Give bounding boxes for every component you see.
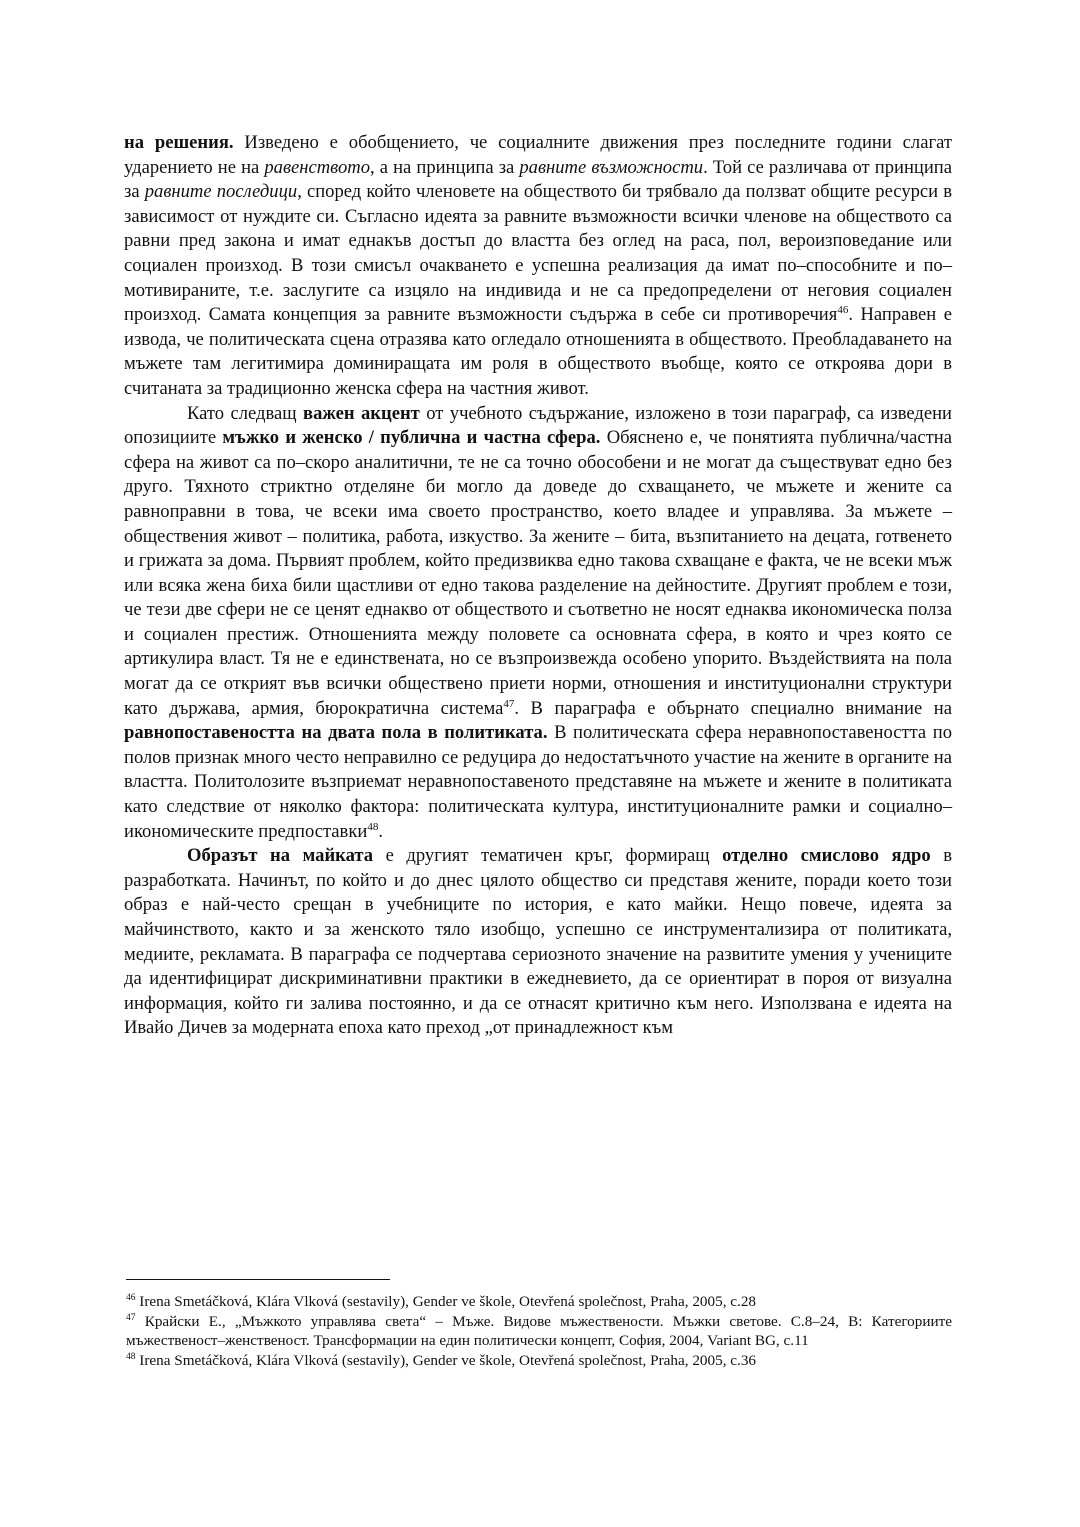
footnote (126, 1292, 952, 1312)
bold-text: отделно смислово ядро (722, 845, 931, 867)
paragraph (124, 844, 952, 1041)
footnote-reference: 48 (367, 820, 379, 833)
bold-text: равнопоставеността на двата пола в политиката. (124, 722, 548, 744)
paragraph (124, 402, 952, 845)
footnote-text: Крайски Е., „Мъжкото управлява света“ – Мъже. Видове мъжествености. Мъжки светове. С.8–24, В: Категориите мъжественост–женственост. Трансформации на един политически концепт, София, 2004, Variant BG, c.11 (126, 1312, 952, 1349)
body-text (124, 131, 952, 1041)
footnote-number: 48 (126, 1351, 136, 1362)
italic-text: равните последици (144, 181, 298, 203)
footnote-reference: 47 (503, 697, 515, 710)
text-run: . В параграфа е обърнато специално внимание на (514, 697, 952, 719)
bold-text: мъжко и женско / публична и частна сфера. (222, 427, 601, 449)
footnote-text: Irena Smetáčková, Klára Vlková (sestavily), Gender ve škole, Otevřená společnost, Praha, 2005, c.28 (135, 1293, 757, 1310)
text-run: , според който членовете на обществото би трябвало да ползват общите ресурси в зависимост от нуждите си. Съгласно идеята за равните възможности всички членове на обществото са равни пред закона и имат еднакъв достъп до властта без оглед на раса, пол, вероизповедание или социален произход. В този смисъл очакването е успешна реализация да имат по–способните и по–мотивираните, т.е. заслугите са изцяло на индивида и не са предопределени от неговия социален произход. Самата концепция за равните възможности съдържа в себе си противоречия (124, 181, 952, 326)
text-run: , а на принципа за (370, 156, 520, 178)
footnote (126, 1312, 952, 1351)
text-run: от учебното съдържание, изложено в този параграф, са изведени опозициите (124, 402, 953, 449)
text-run: . Той се различава от принципа за (124, 156, 953, 203)
text-run: е другият тематичен кръг, формиращ (373, 845, 723, 867)
paragraph (124, 131, 952, 402)
footnotes (126, 1292, 952, 1370)
bold-text: Образът на майката (187, 845, 374, 867)
bold-text: на решения. (124, 132, 234, 153)
italic-text: равенството (264, 156, 371, 178)
footnote-reference: 46 (837, 303, 849, 316)
text-run: в разработката. Начинът, по който и до днес цялото общество си представя жените, поради което този образ е най-често срещан в учебниците по история, е като майки. Нещо повече, идеята за майчинството, както и за женското тяло изобщо, успешно се инструментализира от политиката, медиите, рекламата. В параграфа се подчертава сериозното значение на развитите умения у учениците да идентифицират дискриминативни практики в ежедневието, да се ориентират в пороя от визуална информация, който ги залива постоянно, и да се отнасят критично към него. Използвана е идеята на Ивайо Дичев за модерната епоха като преход „от принадлежност към (124, 845, 952, 1039)
italic-text: равните възможности (519, 156, 704, 178)
text-run: . (378, 820, 383, 842)
text-run: Изведено е обобщението, че социалните движения през последните години слагат ударението не на (124, 132, 952, 178)
footnote-text: Irena Smetáčková, Klára Vlková (sestavily), Gender ve škole, Otevřená společnost, Praha, 2005, c.36 (135, 1351, 757, 1369)
text-run: . Направен е извода, че политическата сцена отразява като огледало отношенията в обществото. Преобладаването на мъжете там легитимира доминиращата им роля в обществото въобще, която се откроява дори в считаната за традиционно женска сфера на частния живот. (124, 304, 953, 399)
text-run: Като следващ (187, 402, 304, 424)
footnote-number: 47 (126, 1312, 136, 1323)
footnote (126, 1351, 952, 1371)
footnote-number: 46 (126, 1292, 136, 1303)
text-run: Обяснено е, че понятията публична/частна сфера на живот са по–скоро аналитични, те не са точно обособени и не могат да съществуват едно без друго. Тяхното стриктно отделяне би могло да доведе до схващането, че мъжете и жените са равноправни в това, че всеки има своето пространство, което владее и управлява. За мъжете – обществения живот – политика, работа, изкуство. За жените – бита, възпитанието на децата, готвенето и грижата за дома. Първият проблем, който предизвиква едно такова схващане е факта, че не всеки мъж или всяка жена биха били щастливи от едно такова разделение на дейностите. Другият проблем е този, че тези две сфери не се ценят еднакво от обществото и съответно не носят еднаква икономическа полза и социален престиж. Отношенията между половете са основната сфера, в която и чрез която се артикулира власт. Тя не е единствената, но се възпроизвежда особено упорито. Въздействията на пола могат да се открият във всички обществено приети норми, отношения и институционални структури като държава, армия, бюрократична система (124, 427, 953, 719)
bold-text: важен акцент (303, 402, 420, 424)
footnote-separator (126, 1279, 390, 1280)
text-run: В политическата сфера неравнопоставеността по полов признак много често неправилно се редуцира до недостатъчното участие на жените в органите на властта. Политолозите възприемат неравнопоставеното представяне на мъжете и жените в политиката като следствие от няколко фактора: политическата култура, институционалните рамки и социално–икономическите предпоставки (124, 722, 952, 842)
